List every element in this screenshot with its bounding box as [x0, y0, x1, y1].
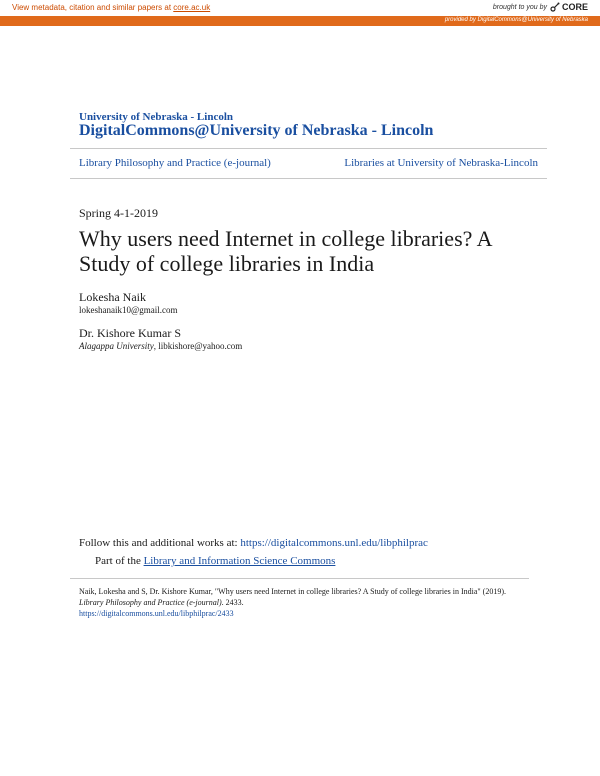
author-name: Lokesha Naik	[79, 290, 146, 304]
core-brought-by	[493, 2, 588, 12]
footer-divider	[70, 578, 529, 579]
journal-link[interactable]: Library Philosophy and Practice (e-journal)	[79, 157, 271, 169]
citation-number: . 2433.	[221, 598, 244, 607]
header-divider-top	[70, 148, 547, 149]
libraries-link[interactable]: Libraries at University of Nebraska-Lincoln	[344, 157, 538, 169]
core-logo-text: CORE	[561, 2, 588, 12]
follow-link[interactable]: https://digitalcommons.unl.edu/libphilprac	[240, 537, 428, 549]
author-institution: Alagappa University	[79, 341, 154, 351]
part-of	[95, 555, 335, 567]
core-banner-top	[0, 0, 600, 16]
partof-text: Part of the	[95, 555, 144, 567]
core-brought-text: brought to you by	[492, 3, 547, 11]
recommended-citation	[79, 586, 529, 619]
core-metadata-notice	[12, 3, 210, 12]
citation-journal: Library Philosophy and Practice (e-journal)	[79, 598, 222, 607]
header-divider-bottom	[70, 178, 547, 179]
author-email: , libkishore@yahoo.com	[153, 341, 243, 351]
institution-name[interactable]: University of Nebraska - Lincoln	[79, 111, 233, 123]
article-title: Why users need Internet in college libraries? A Study of college libraries in India	[79, 226, 492, 276]
author-name: Dr. Kishore Kumar S	[79, 326, 181, 340]
core-logo-icon	[550, 2, 560, 12]
follow-works	[79, 537, 428, 549]
core-banner	[0, 0, 600, 26]
citation-url-link[interactable]: https://digitalcommons.unl.edu/libphilprac/2433	[79, 609, 234, 618]
core-provided-bar	[0, 16, 600, 26]
repository-name[interactable]: DigitalCommons@University of Nebraska - Lincoln	[79, 122, 434, 139]
core-logo[interactable]	[550, 2, 588, 12]
core-metadata-text: View metadata, citation and similar papers at	[12, 3, 174, 12]
commons-link[interactable]: Library and Information Science Commons	[143, 555, 336, 567]
citation-text: Naik, Lokesha and S, Dr. Kishore Kumar, "Why users need Internet in college libraries? A Study of college libraries in India" (2019).	[79, 587, 506, 596]
publication-date: Spring 4-1-2019	[79, 206, 158, 220]
follow-text: Follow this and additional works at:	[79, 537, 241, 549]
core-ac-uk-link[interactable]: core.ac.uk	[173, 3, 211, 12]
author-affiliation	[79, 341, 242, 351]
author-email: lokeshanaik10@gmail.com	[79, 305, 178, 315]
core-provided-text: provided by DigitalCommons@University of Nebraska	[444, 17, 588, 23]
